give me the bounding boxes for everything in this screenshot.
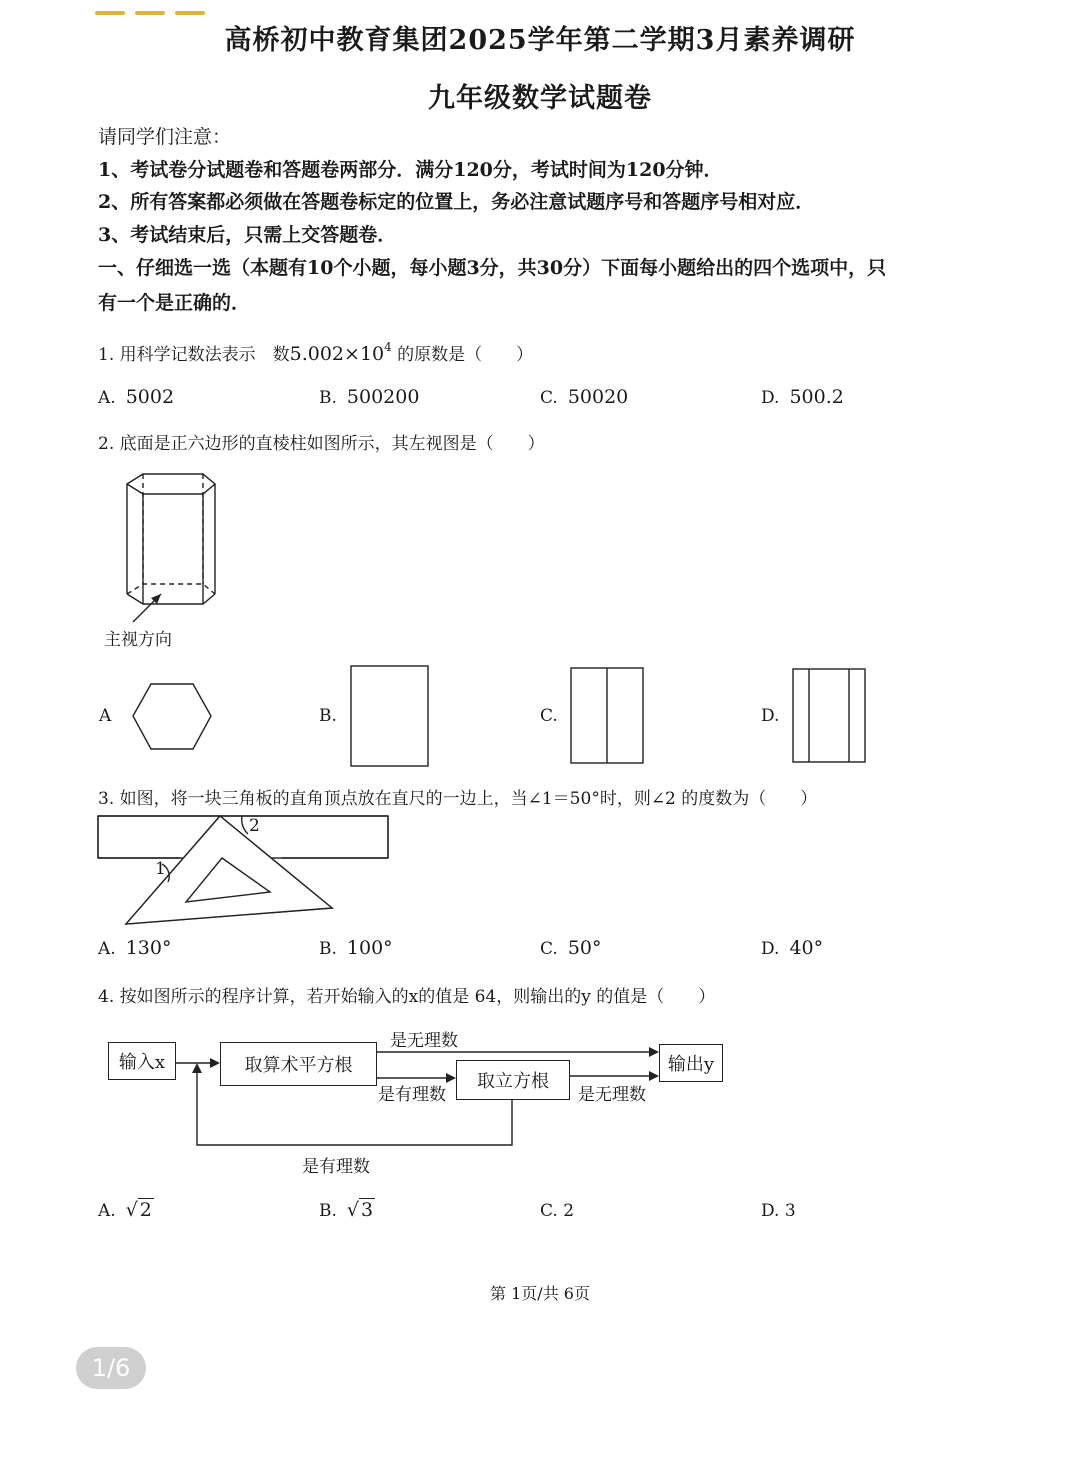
q4-option-a[interactable]: A. √ 2 xyxy=(98,1199,152,1221)
q2-option-b-label[interactable]: B. xyxy=(319,706,337,726)
sqrt-symbol: √ 3 xyxy=(346,1199,374,1221)
q2-option-a-label[interactable]: A xyxy=(99,706,112,726)
q3-option-d[interactable]: D. 40° xyxy=(761,937,824,959)
section-heading-cont: 有一个是正确的． xyxy=(98,292,251,314)
q3-option-b[interactable]: B. 100° xyxy=(319,937,393,959)
note-item-2: 2、所有答案都必须做在答题卷标定的位置上，务必注意试题序号和答题序号相对应． xyxy=(98,191,815,213)
q4-option-d[interactable]: D. 3 xyxy=(761,1201,796,1221)
figure-caption: 主视方向 xyxy=(104,630,172,650)
flow-label-irrational-top: 是无理数 xyxy=(390,1031,458,1051)
flow-input-box: 输入x xyxy=(108,1042,176,1080)
flow-cbrt-box: 取立方根 xyxy=(456,1060,570,1100)
angle-2-label: 2 xyxy=(249,816,260,836)
section-heading: 一、仔细选一选（本题有10个小题，每小题3分，共30分）下面每小题给出的四个选项中，只 xyxy=(98,257,887,279)
q1-option-b[interactable]: B. 500200 xyxy=(319,386,420,408)
q3-option-a[interactable]: A. 130° xyxy=(98,937,172,959)
notes-heading: 请同学们注意： xyxy=(98,126,232,148)
flow-output-box: 输出y xyxy=(659,1044,723,1082)
page-footer: 第 1页/共 6页 xyxy=(490,1284,590,1303)
q1-option-d[interactable]: D. 500.2 xyxy=(761,386,844,408)
q1-prefix: 1. 用科学记数法表示 数 xyxy=(98,345,290,365)
q4-option-b[interactable]: B. √ 3 xyxy=(319,1199,374,1221)
q1-option-c[interactable]: C. 50020 xyxy=(540,386,629,408)
flow-sqrt-box: 取算术平方根 xyxy=(220,1042,377,1086)
q2-option-c-label[interactable]: C. xyxy=(540,706,558,726)
exam-title: 高桥初中教育集团2025学年第二学期3月素养调研 xyxy=(224,25,856,56)
q1-suffix: 的原数是（ ） xyxy=(391,345,534,365)
sqrt-symbol: √ 2 xyxy=(125,1199,152,1221)
q4-option-c[interactable]: C. 2 xyxy=(540,1201,575,1221)
flow-label-rational-bottom: 是有理数 xyxy=(302,1157,370,1177)
q1-mantissa: 5.002×10 xyxy=(289,343,385,365)
page-indicator[interactable]: 1/6 xyxy=(76,1347,146,1389)
flow-label-irrational-right: 是无理数 xyxy=(578,1085,646,1105)
q2-option-d-label[interactable]: D. xyxy=(761,706,780,726)
angle-1-label: 1 xyxy=(155,859,166,879)
q3-option-c[interactable]: C. 50° xyxy=(540,937,602,959)
question-3: 3. 如图，将一块三角板的直角顶点放在直尺的一边上，当∠1＝50°时，则∠2 的度数为（ ） xyxy=(98,789,818,809)
exam-subtitle: 九年级数学试题卷 xyxy=(428,83,652,114)
note-item-3: 3、考试结束后，只需上交答题卷． xyxy=(98,224,397,246)
q1-option-a[interactable]: A. 5002 xyxy=(98,386,175,408)
question-4: 4. 按如图所示的程序计算，若开始输入的x的值是 64，则输出的y 的值是（ ） xyxy=(98,987,716,1007)
q1-exponent: 4 xyxy=(384,340,392,354)
question-2: 2. 底面是正六边形的直棱柱如图所示，其左视图是（ ） xyxy=(98,434,545,454)
note-item-1: 1、考试卷分试题卷和答题卷两部分．满分120分，考试时间为120分钟． xyxy=(98,159,723,181)
flow-label-rational-mid: 是有理数 xyxy=(378,1085,446,1105)
